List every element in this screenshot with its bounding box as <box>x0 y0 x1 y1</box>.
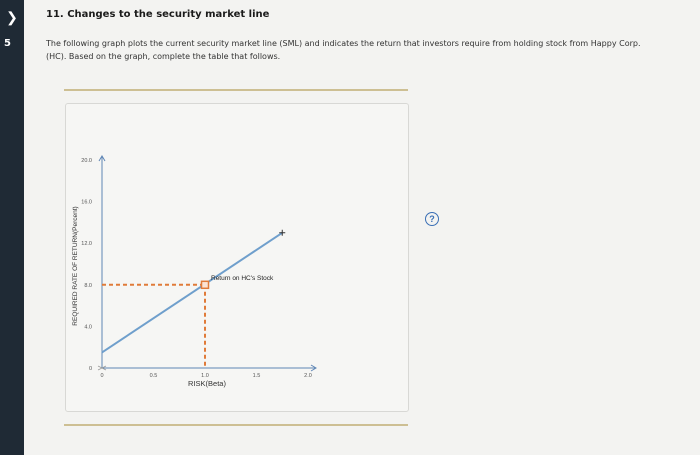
y-tick-label: 20.0 <box>81 158 92 164</box>
y-tick-label: 16.0 <box>81 199 92 206</box>
divider-top <box>64 89 408 91</box>
y-tick-label: 12.0 <box>81 241 92 248</box>
y-tick-label: 4.0 <box>84 324 92 331</box>
graph-panel <box>65 103 435 412</box>
question-title: 11. Changes to the security market line <box>46 9 270 20</box>
y-tick-label: 0 <box>88 366 92 372</box>
left-sidebar <box>0 0 24 455</box>
question-content <box>24 0 700 455</box>
sml-line <box>102 233 282 353</box>
x-axis-label: RISK(Beta) <box>188 379 226 388</box>
x-tick-label: 0 <box>100 373 104 379</box>
x-tick-label: 1.0 <box>201 373 209 379</box>
y-axis-label: REQUIRED RATE OF RETURN(Percent) <box>72 206 79 326</box>
chevron-right-icon[interactable]: ❯ <box>6 9 18 25</box>
divider-bottom <box>64 424 408 426</box>
y-tick-label: 8.0 <box>84 282 92 289</box>
x-tick-label: 1.5 <box>252 373 261 379</box>
sml-chart <box>66 104 408 411</box>
question-text: The following graph plots the current security market line (SML) and indicates the return that investors require from holding stock from Happy Corp. (HC). Based on the graph, complete the table that follows. <box>46 39 641 61</box>
question-number: 5 <box>4 38 11 49</box>
help-icon[interactable]: ? <box>425 212 439 226</box>
point-label: Return on HC's Stock <box>211 275 274 282</box>
x-tick-label: 2.0 <box>304 373 312 379</box>
hc-stock-point <box>202 281 209 288</box>
x-tick-label: 0.5 <box>149 373 158 379</box>
